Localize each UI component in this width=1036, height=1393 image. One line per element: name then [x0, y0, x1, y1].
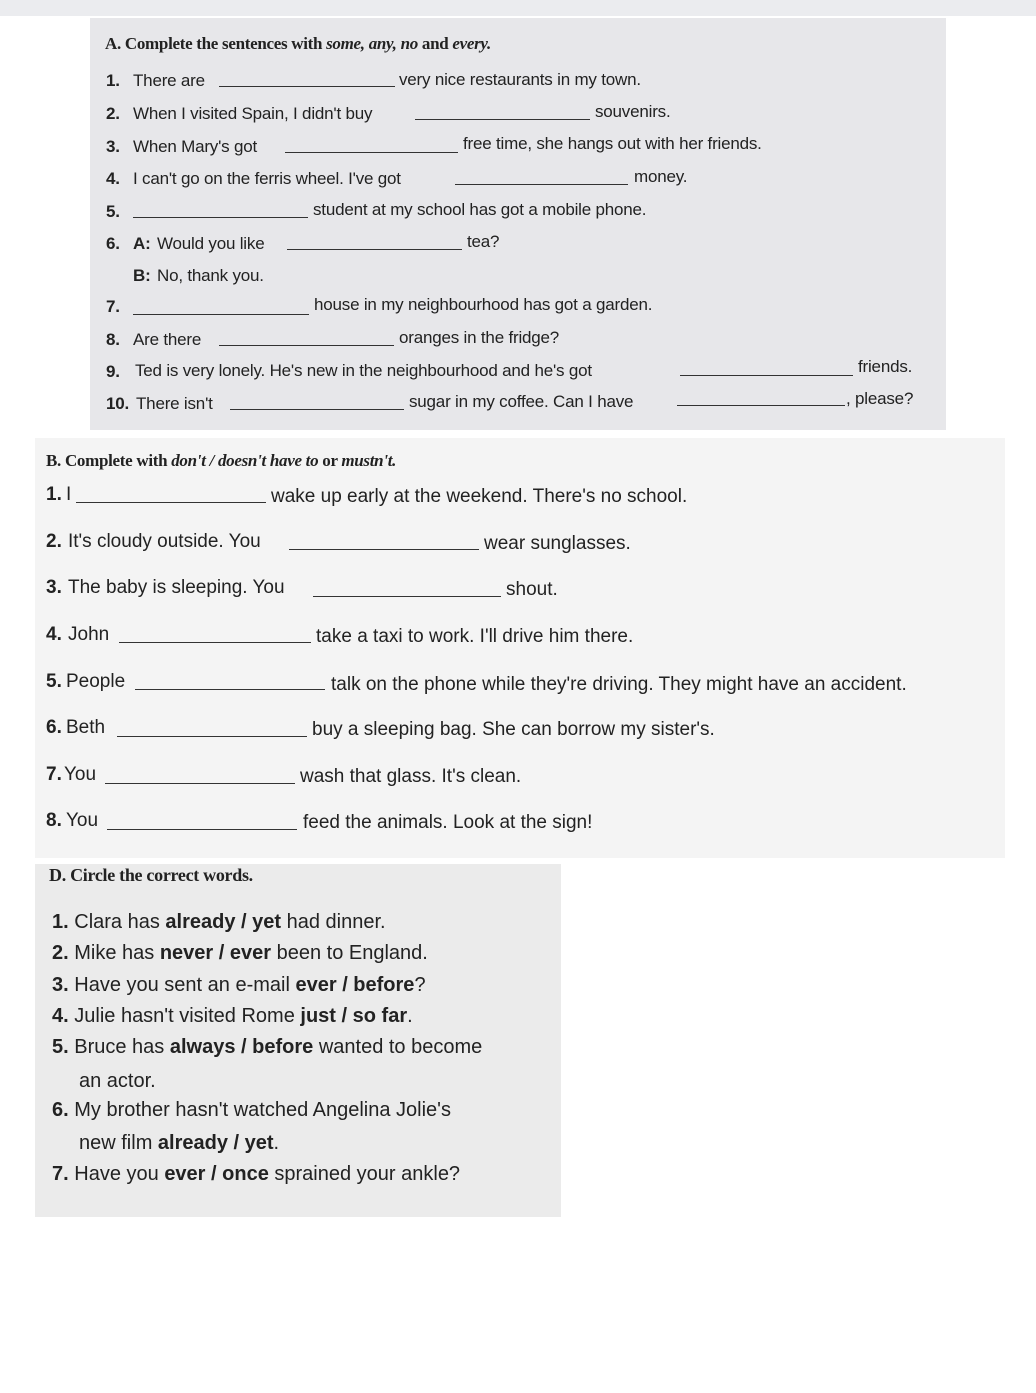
item-text: Beth — [66, 717, 106, 738]
d-item-3: 3. Have you sent an e-mail ever / before? — [52, 974, 426, 996]
item-text: Would you like — [157, 234, 265, 253]
section-a-heading: A. Complete the sentences with some, any, no and every. — [105, 34, 491, 53]
item-text: You — [64, 764, 97, 785]
item-text: John — [68, 624, 110, 645]
item-text: talk on the phone while they're driving. They might have an accident. — [331, 674, 907, 695]
item-text: There are — [133, 71, 205, 90]
item-number: 7. — [46, 764, 62, 785]
d-item-7: 7. Have you ever / once sprained your ankle? — [52, 1163, 461, 1185]
answer-blank[interactable] — [133, 314, 309, 315]
answer-blank[interactable] — [455, 184, 628, 185]
item-text: very nice restaurants in my town. — [399, 70, 641, 89]
answer-blank[interactable] — [677, 405, 845, 406]
item-number: 10. — [106, 394, 130, 413]
item-text: wear sunglasses. — [484, 533, 631, 554]
item-text: No, thank you. — [157, 266, 264, 285]
item-text: feed the animals. Look at the sign! — [303, 812, 593, 833]
answer-blank[interactable] — [107, 829, 297, 830]
item-number: 6. — [106, 234, 120, 253]
item-text: shout. — [506, 579, 558, 600]
answer-blank[interactable] — [76, 502, 266, 503]
answer-blank[interactable] — [285, 152, 458, 153]
item-text: friends. — [858, 357, 913, 376]
item-number: 1. — [106, 71, 120, 90]
d-item-5: 5. Bruce has always / before wanted to become — [52, 1036, 483, 1058]
item-text: When I visited Spain, I didn't buy — [133, 104, 373, 123]
item-text: There isn't — [136, 394, 213, 413]
item-text: student at my school has got a mobile phone. — [313, 200, 647, 219]
item-number: 9. — [106, 362, 120, 381]
item-text: buy a sleeping bag. She can borrow my sister's. — [312, 719, 715, 740]
item-text: I — [66, 484, 72, 505]
item-number: 5. — [106, 202, 120, 221]
item-text: People — [66, 671, 126, 692]
item-text: wash that glass. It's clean. — [300, 766, 522, 787]
d-item-6-continued: new film already / yet. — [79, 1132, 280, 1154]
answer-blank[interactable] — [289, 549, 479, 550]
item-text: You — [66, 810, 99, 831]
item-number: 3. — [46, 577, 62, 598]
answer-blank[interactable] — [105, 783, 295, 784]
item-text: free time, she hangs out with her friends. — [463, 134, 762, 153]
item-text: When Mary's got — [133, 137, 258, 156]
item-text: It's cloudy outside. You — [68, 531, 261, 552]
answer-blank[interactable] — [287, 249, 462, 250]
item-text: tea? — [467, 232, 500, 251]
item-text: Ted is very lonely. He's new in the neighbourhood and he's got — [135, 361, 592, 380]
item-text: I can't go on the ferris wheel. I've got — [133, 169, 401, 188]
item-number: 2. — [106, 104, 120, 123]
d-item-4: 4. Julie hasn't visited Rome just / so far. — [52, 1005, 413, 1027]
d-item-1: 1. Clara has already / yet had dinner. — [52, 911, 386, 933]
item-number: 1. — [46, 484, 62, 505]
item-number: 2. — [46, 531, 62, 552]
section-b-heading: B. Complete with don't / doesn't have to or mustn't. — [46, 451, 397, 470]
item-text: oranges in the fridge? — [399, 328, 560, 347]
d-item-5-continued: an actor. — [79, 1070, 156, 1092]
item-text: house in my neighbourhood has got a garden. — [314, 295, 653, 314]
item-number: 4. — [46, 624, 62, 645]
answer-blank[interactable] — [219, 86, 395, 87]
answer-blank[interactable] — [135, 689, 325, 690]
item-number: 8. — [46, 810, 62, 831]
answer-blank[interactable] — [230, 409, 404, 410]
answer-blank[interactable] — [119, 642, 311, 643]
section-d-heading: D. Circle the correct words. — [49, 865, 253, 885]
answer-blank[interactable] — [415, 119, 590, 120]
answer-blank[interactable] — [313, 596, 501, 597]
item-text: take a taxi to work. I'll drive him there. — [316, 626, 634, 647]
item-text: wake up early at the weekend. There's no school. — [271, 486, 688, 507]
item-text: sugar in my coffee. Can I have — [409, 392, 634, 411]
item-text: , please? — [846, 389, 914, 408]
item-number: 6. — [46, 717, 62, 738]
item-text: souvenirs. — [595, 102, 671, 121]
answer-blank[interactable] — [680, 375, 853, 376]
d-item-2: 2. Mike has never / ever been to England. — [52, 942, 428, 964]
item-number: 8. — [106, 330, 120, 349]
item-text: The baby is sleeping. You — [68, 577, 285, 598]
answer-blank[interactable] — [117, 736, 307, 737]
item-number: 3. — [106, 137, 120, 156]
d-item-6: 6. My brother hasn't watched Angelina Jolie's — [52, 1099, 451, 1121]
item-text: money. — [634, 167, 688, 186]
speaker-label: B: — [133, 266, 151, 285]
item-number: 4. — [106, 169, 120, 188]
answer-blank[interactable] — [133, 217, 308, 218]
item-number: 7. — [106, 297, 120, 316]
answer-blank[interactable] — [219, 345, 394, 346]
speaker-label: A: — [133, 234, 151, 253]
item-text: Are there — [133, 330, 202, 349]
item-number: 5. — [46, 671, 62, 692]
top-strip — [0, 0, 1036, 16]
